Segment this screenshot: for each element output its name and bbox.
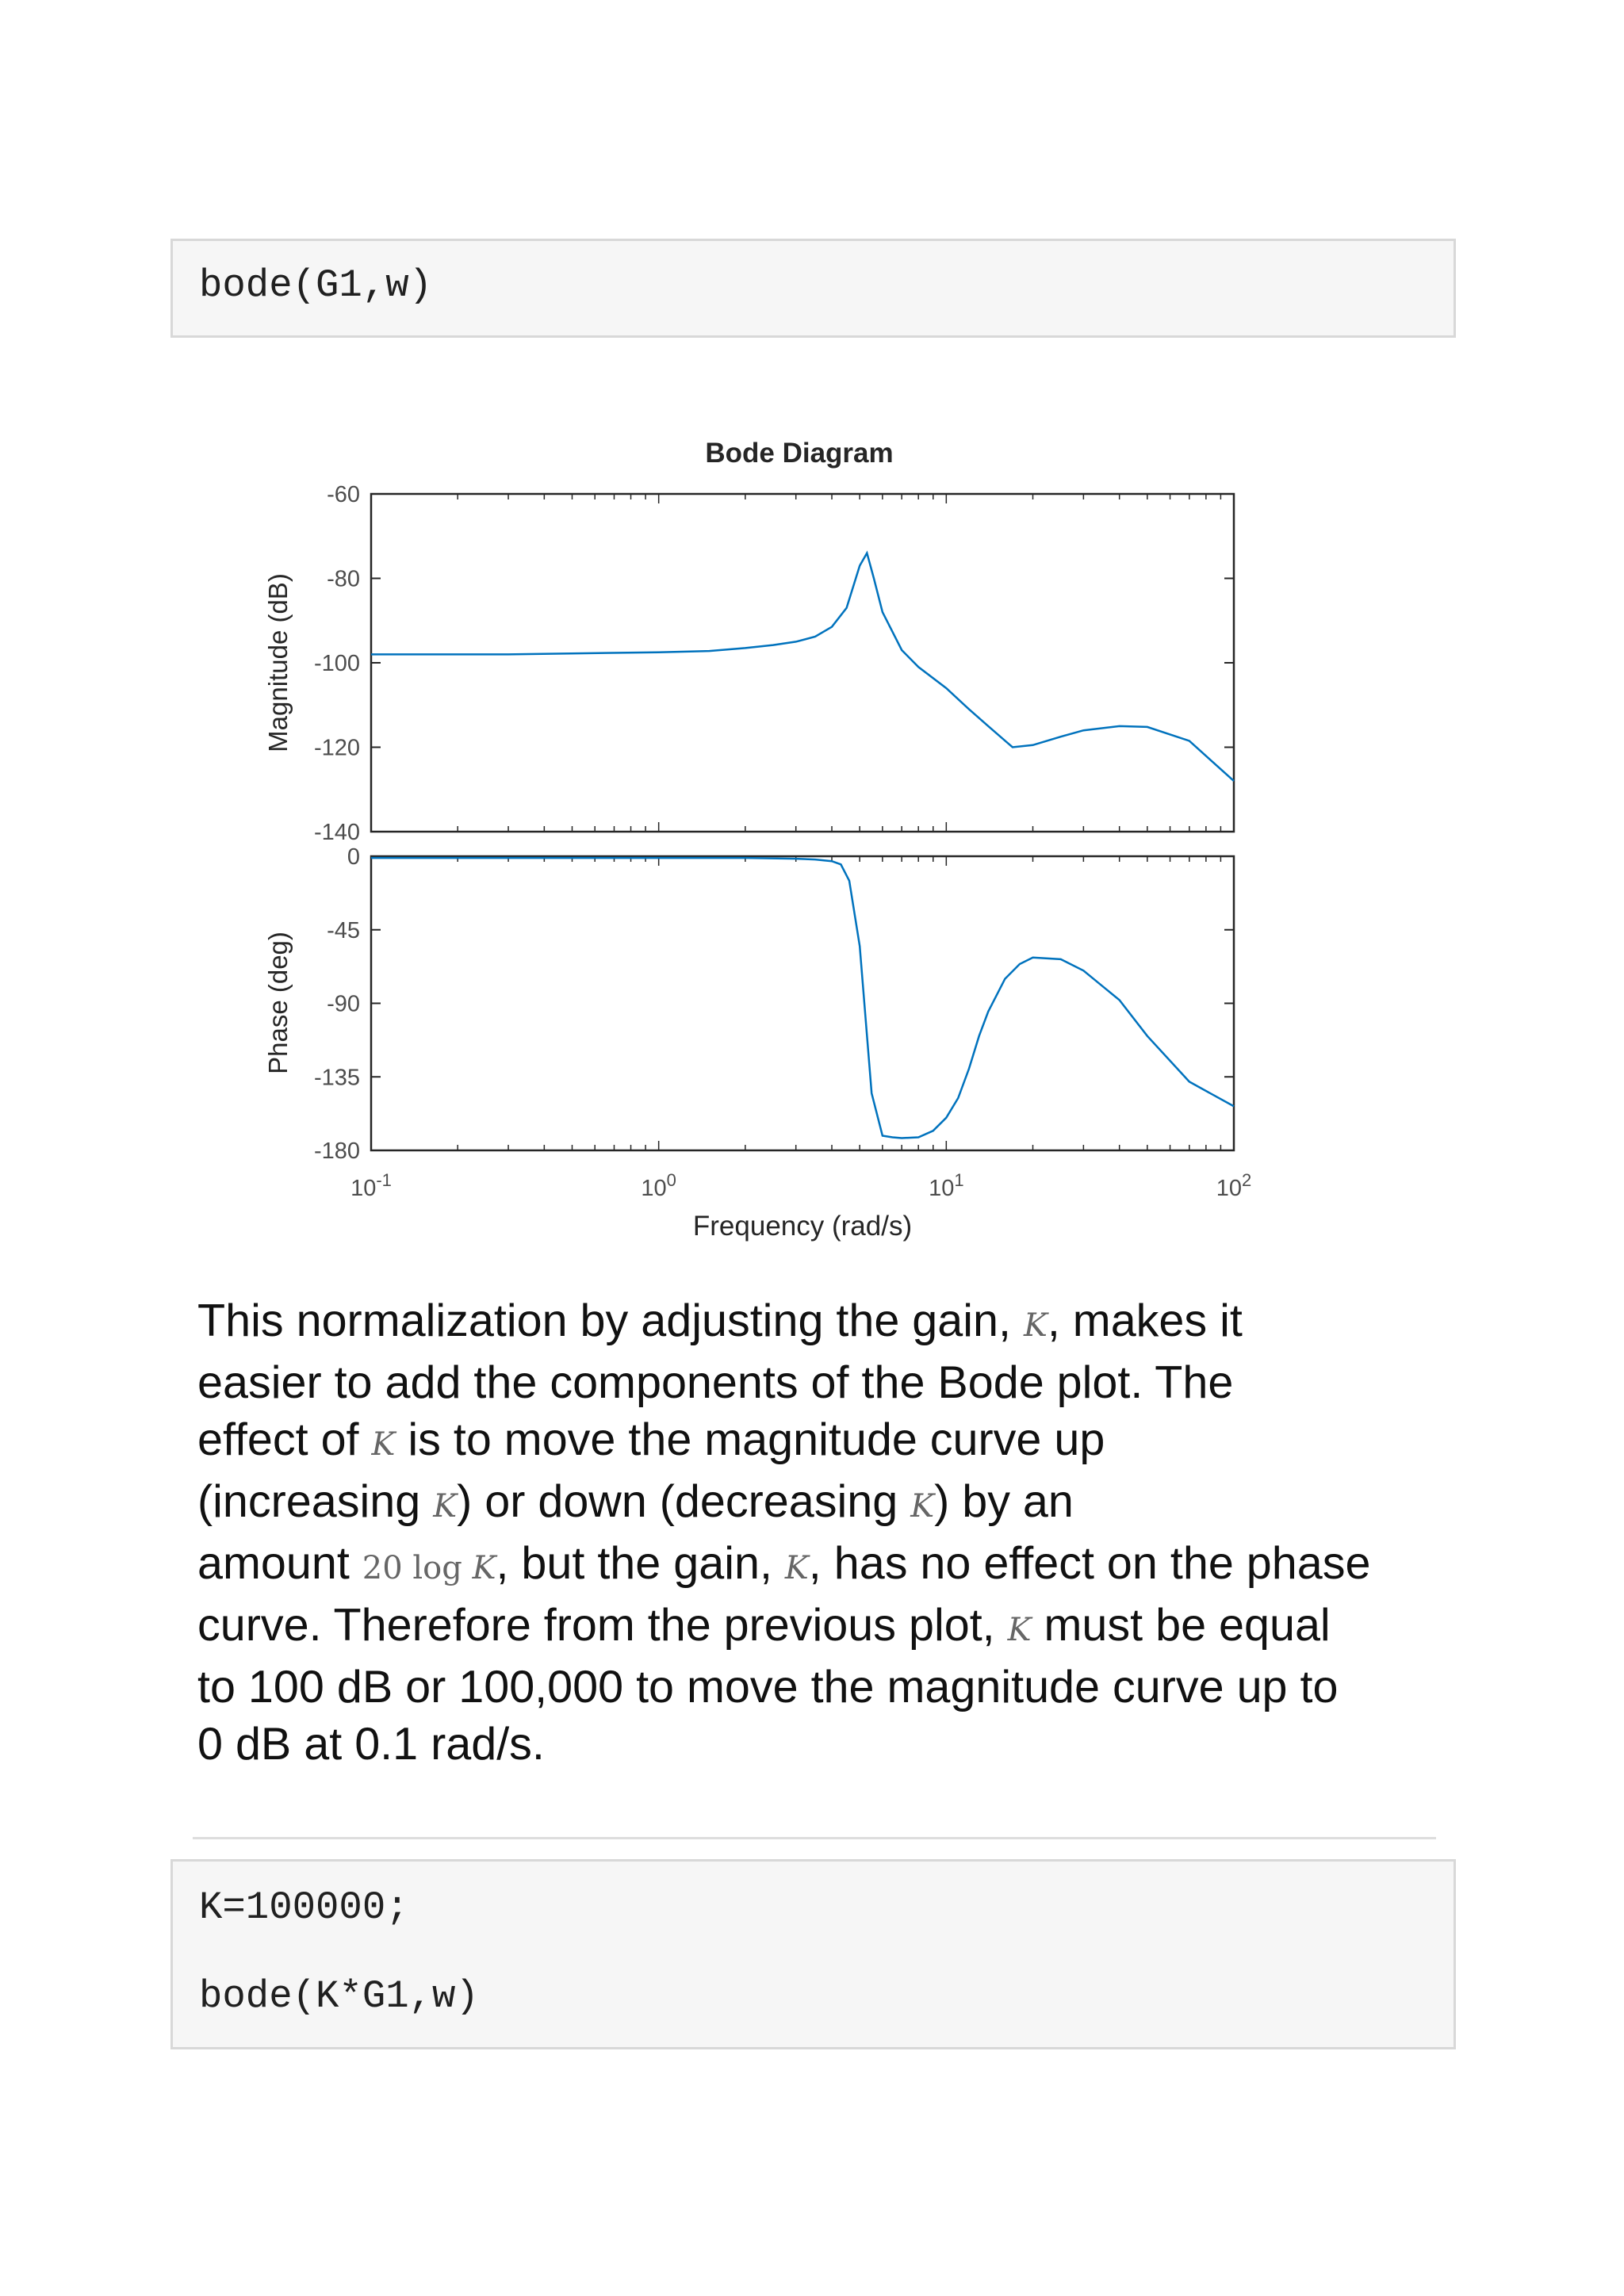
x-tick-label: $10^2$ bbox=[1216, 1170, 1252, 1201]
code-line: bode(K*G1,w) bbox=[199, 1974, 479, 2019]
prose-text: is to move the magnitude curve up bbox=[395, 1414, 1105, 1465]
y-tick-label: -180 bbox=[313, 1138, 360, 1164]
code-line: K=100000; bbox=[199, 1885, 409, 1930]
chart-title: Bode Diagram bbox=[705, 438, 894, 469]
prose-text: , has no effect on the phase bbox=[808, 1538, 1371, 1589]
magnitude-axis-label: Magnitude (dB) bbox=[263, 573, 293, 752]
math-k: K bbox=[1007, 1612, 1032, 1648]
bode-diagram-chart bbox=[238, 428, 1269, 1269]
prose-text: must be equal bbox=[1031, 1600, 1331, 1651]
prose-text: , but the gain, bbox=[496, 1538, 785, 1589]
prose-text: ) or down (decreasing bbox=[457, 1476, 911, 1527]
math-k: K bbox=[910, 1488, 935, 1525]
prose-line-6 bbox=[197, 1597, 1450, 1659]
prose-line-8: 0 dB at 0.1 rad/s. bbox=[197, 1719, 545, 1770]
y-tick-label: -60 bbox=[327, 482, 360, 507]
prose-line-7: to 100 dB or 100,000 to move the magnitude curve up to bbox=[197, 1662, 1339, 1712]
y-tick-label: -135 bbox=[313, 1065, 360, 1091]
bode-figure bbox=[238, 428, 1269, 1269]
math-k: K bbox=[371, 1426, 396, 1463]
code-line: bode(G1,w) bbox=[199, 263, 433, 308]
phase-axes-box bbox=[371, 856, 1234, 1150]
y-tick-label: -120 bbox=[313, 735, 360, 761]
y-tick-label: -100 bbox=[313, 651, 360, 676]
prose-text: effect of bbox=[197, 1414, 372, 1465]
math-k: K bbox=[472, 1550, 496, 1586]
prose-text: curve. Therefore from the previous plot, bbox=[197, 1600, 1008, 1651]
y-tick-label: -45 bbox=[327, 917, 360, 943]
prose-line-5 bbox=[197, 1535, 1450, 1597]
x-tick-label: $10^{-1}$ bbox=[350, 1170, 392, 1201]
prose-text: (increasing bbox=[197, 1476, 434, 1527]
code-block-bode-kg1 bbox=[170, 1859, 1456, 2049]
prose-text: This normalization by adjusting the gain, bbox=[197, 1295, 1024, 1346]
frequency-axis-label: Frequency (rad/s) bbox=[692, 1211, 913, 1242]
math-k: K bbox=[1023, 1307, 1048, 1344]
x-tick-label: $10^1$ bbox=[929, 1170, 964, 1201]
prose-text: ) by an bbox=[934, 1476, 1074, 1527]
y-tick-label: -90 bbox=[327, 991, 360, 1017]
prose-line-3 bbox=[197, 1411, 1450, 1473]
magnitude-axes-box bbox=[371, 494, 1234, 832]
prose-text: , makes it bbox=[1047, 1295, 1243, 1346]
section-divider bbox=[193, 1837, 1436, 1839]
math-20log: 20 log bbox=[362, 1550, 473, 1586]
math-k: K bbox=[784, 1550, 809, 1586]
code-block-bode-g1 bbox=[170, 239, 1456, 338]
math-k: K bbox=[433, 1488, 458, 1525]
y-tick-label: -140 bbox=[313, 820, 360, 845]
x-tick-label: $10^0$ bbox=[641, 1170, 676, 1201]
prose-line-2: easier to add the components of the Bode plot. The bbox=[197, 1357, 1234, 1408]
explanation-paragraph bbox=[197, 1292, 1450, 1773]
y-tick-label: 0 bbox=[347, 844, 360, 870]
y-tick-label: -80 bbox=[327, 566, 360, 592]
prose-text: amount bbox=[197, 1538, 362, 1589]
prose-line-1 bbox=[197, 1292, 1450, 1354]
phase-axis-label: Phase (deg) bbox=[263, 932, 293, 1074]
prose-line-4 bbox=[197, 1473, 1450, 1535]
